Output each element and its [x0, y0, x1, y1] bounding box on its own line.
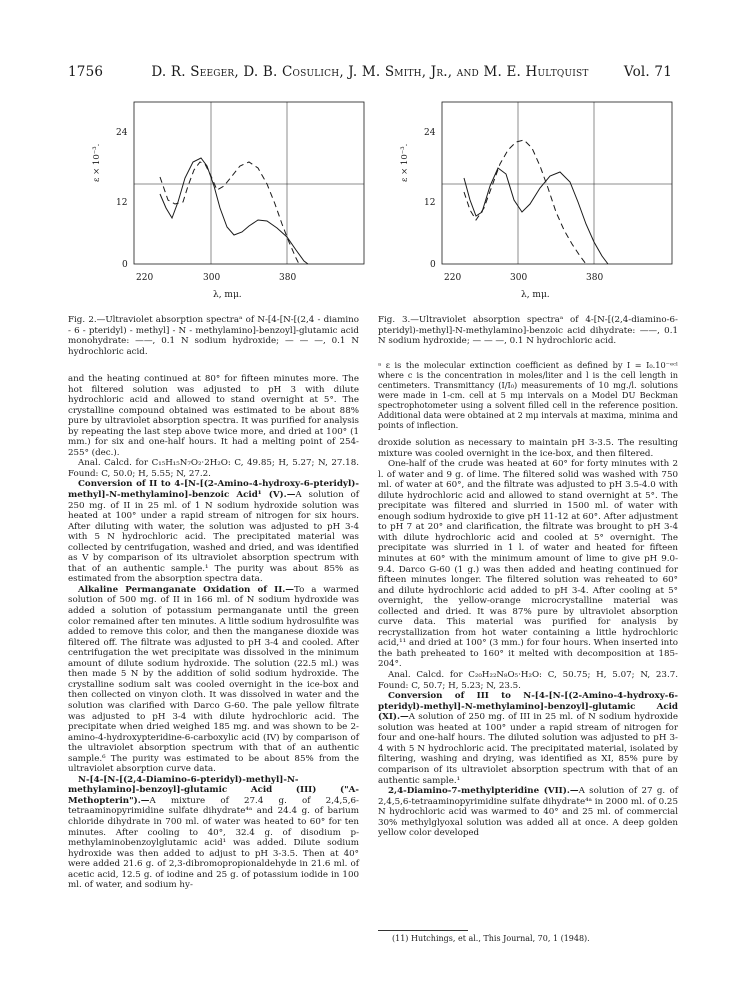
left-p4-body: To a warmed solution of 500 mg. of II in 166 ml. of N sodium hydroxide was added a solution of potassium permanganate until the green color remained after ten minutes. A little sodium hydrosulfite was added to remove this color, and then the manganese dioxide was filtered off. The filtrate was adjusted to pH 3-4 and cooled. After centrifugation the wet precipitate was dissolved in the minimum amount of dilute sodium hydroxide. The solution (22.5 ml.) was then made 5 N by the addition of solid sodium hydroxide. The crystalline sodium salt was cooled overnight in the ice-box and then collected on vinyon cloth. It was dissolved in water and the solution was clarified with Darco G-60. The pale yellow filtrate was adjusted to pH 3-4 with dilute hydrochloric acid. The precipitate when dried weighed 185 mg. and was shown to be 2-amino-4-hydroxypteridine-6-carboxylic acid (IV) by comparison of the ultraviolet absorption spectrum with that of an authentic sample.⁶ The purity was estimated to be about 85% from the ultraviolet absorption curve data. [68, 584, 360, 775]
footnote-11: (11) Hutchings, et al., This Journal, 70, 1 (1948). [392, 934, 590, 943]
fig3-plot [378, 100, 678, 315]
fig3-x-axis-label: λ, mμ. [521, 290, 550, 300]
fig2-x-tick-300: 300 [203, 273, 221, 283]
right-p5-heading: 2,4-Diamino-7-methylpteridine (VII).— [388, 786, 579, 797]
right-p2: One-half of the crude was heated at 60° for forty minutes with 2 l. of water and 9 g. of lime. The filtered solid was washed with 750 ml. of water at 60°, and the filtrate was adjusted to pH 3.5-4.0 with dilute hydrochloric acid and allowed to stand overnight at 5°. The precipitate was filtered and slurried in 1500 ml. of water with enough sodium hydroxide to give pH 11-12 at 60°. After adjustment to pH 7 at 20° and clarification, the filtrate was brought to pH 3-4 with dilute hydrochloric acid and cooled at 5° overnight. The precipitate was slurried in 1 l. of water and heated for fifteen minutes at 60° with the minimum amount of lime to give pH 9.0-9.4. Darco G-60 (1 g.) was then added and heating continued for fifteen minutes longer. The filtered solution was reheated to 60° and dilute hydrochloric acid added to pH 3-4. After cooling at 5° overnight, the yellow-orange microcrystalline material was collected and dried. It was 87% pure by ultraviolet absorption curve data. This material was purified for analysis by recrystallization from hot water containing a little hydrochloric acid,¹¹ and dried at 100° (3 mm.) for four hours. When inserted into the bath preheated to 160° it melted with decomposition at 185-204°. [378, 459, 678, 670]
left-p3 [68, 479, 359, 584]
left-p5 [68, 775, 359, 891]
fig3-x-tick-300: 300 [510, 273, 528, 283]
left-p5-body: A mixture of 27.4 g. of 2,4,5,6-tetraaminopyrimidine sulfate dihydrate⁴ᵃ and 24.4 g. of barium chloride dihydrate in 700 ml. of water was heated to 60° for ten minutes. After cooling to 40°, 32.4 g. of disodium p-methylaminobenzoylglutamic acid¹ was added. Dilute sodium hydroxide was then added to adjust to pH 3-3.5. Then at 40° were added 21.6 g. of 2,3-dibromopropionaldehyde in 21.6 ml. of acetic acid, 12.5 g. of iodine and 25 g. of potassium iodide in 100 ml. of water, and sodium hy- [68, 795, 359, 891]
right-p5 [378, 786, 678, 839]
left-p5-heading: N-[4-[N-[(2,4-Diamino-6-pteridyl)-methyl]-N-methylamino]-benzoyl]-glutamic Acid (III) ("A-Methopterin").— [68, 774, 359, 806]
right-column [378, 438, 678, 839]
fig2-y-tick-12: 12 [116, 198, 128, 208]
fig3-y-axis-label: ε × 10⁻³. [400, 143, 410, 182]
right-p4-heading: Conversion of III to N-[4-[N-[(2-Amino-4-hydroxy-6-pteridyl)-methyl]-N-methylamino]-benzoyl]-glutamic Acid (XI).— [378, 691, 678, 723]
right-p1: droxide solution as necessary to maintain pH 3-3.5. The resulting mixture was cooled overnight in the ice-box, and then filtered. [378, 438, 678, 459]
left-p1: and the heating continued at 80° for fifteen minutes more. The hot filtered solution was adjusted to pH 3 with dilute hydrochloric acid and allowed to stand overnight at 5°. The crystalline compound obtained was estimated to be about 88% pure by ultraviolet absorption spectra. It was purified for analysis by repeating the last step above twice more, and dried at 100° (1 mm.) for six and one-half hours. It had a melting point of 254-255° (dec.). [68, 374, 359, 458]
right-p4-body: A solution of 250 mg. of III in 25 ml. of N sodium hydroxide solution was heated at 100° under a rapid stream of nitrogen for four and one-half hours. The diluted solution was adjusted to pH 3-4 with 5 N hydrochloric acid. The precipitated material, isolated by filtering, washing and drying, was identified as XI, 85% pure by comparison of its ultraviolet absorption spectrum with that of an authentic sample.¹ [378, 712, 678, 786]
fig3-caption: Fig. 3.—Ultraviolet absorption spectraᵃ of 4-[N-[(2,4-diamino-6-pteridyl)-methyl]-N-methylamino]-benzoic acid dihydrate: ——, 0.1 N sodium hydroxide; — — —, 0.1 N hydrochloric acid. [378, 315, 678, 347]
volume-label: Vol. 71 [623, 64, 672, 80]
fig2-x-axis-label: λ, mμ. [213, 290, 242, 300]
fig2-y-tick-0: 0 [122, 260, 128, 270]
fig3-footnote-note: ᵃ ε is the molecular extinction coefficient as defined by I = I₀.10⁻ᵉᶜˡ where c is the concentration in moles/liter and l is the cell length in centimeters. Transmittancy (I/I₀) measurements of 10 mg./l. solutions were made in 1-cm. cell at 5 mμ intervals on a Model DU Beckman spectrophotometer using a solvent filled cell in the reference position. Additional data were obtained at 2 mμ intervals at maxima, minima and points of inflection. [378, 360, 678, 430]
left-p4-heading: Alkaline Permanganate Oxidation of II.— [78, 584, 294, 595]
left-column [68, 374, 359, 891]
right-p5-body: A solution of 27 g. of 2,4,5,6-tetraaminopyrimidine sulfate dihydrate⁴ᵃ in 2000 ml. of 0.25 N hydrochloric acid was warmed to 40° and 25 ml. of commercial 30% methylglyoxal solution was added all at once. A deep golden yellow color developed [378, 786, 678, 839]
left-p3-body: A solution of 250 mg. of II in 25 ml. of 1 N sodium hydroxide solution was heated at 100° under a rapid stream of nitrogen for six hours. After diluting with water, the solution was adjusted to pH 3-4 with 5 N hydrochloric acid. The precipitated material was collected by centrifugation, washed and dried, and was identified as V by comparison of its ultraviolet absorption spectrum with that of an authentic sample.¹ The purity was about 85% as estimated from the absorption spectra data. [68, 490, 359, 585]
right-p4 [378, 691, 678, 786]
footnote-rule [378, 930, 468, 931]
fig2-x-tick-220: 220 [136, 273, 154, 283]
author-line: D. R. Seeger, D. B. Cosulich, J. M. Smith, Jr., and M. E. Hultquist [151, 64, 589, 80]
fig3-x-tick-220: 220 [444, 273, 462, 283]
left-p3-heading: Conversion of II to 4-[N-[(2-Amino-4-hydroxy-6-pteridyl)-methyl]-N-methylamino]-benzoic Acid¹ (V).— [68, 479, 359, 501]
fig3-y-tick-24: 24 [424, 128, 436, 138]
figure-3 [378, 100, 678, 315]
page-number: 1756 [68, 64, 104, 80]
fig2-x-tick-380: 380 [279, 273, 297, 283]
fig2-caption: Fig. 2.—Ultraviolet absorption spectraᵃ of N-[4-[N-[(2,4 - diamino - 6 - pteridyl) - methyl] - N - methylamino]-benzoyl]-glutamic acid monohydrate: ——, 0.1 N sodium hydroxide; — — —, 0.1 N hydrochloric acid. [68, 315, 359, 357]
figure-2 [68, 100, 358, 315]
right-p3: Anal. Calcd. for C₂₀H₂₂N₈O₅·H₂O: C, 50.75; H, 5.07; N, 23.7. Found: C, 50.7; H, 5.23; N, 23.5. [378, 670, 678, 691]
left-p2: Anal. Calcd. for C₁₅H₁₅N₇O₂·2H₂O: C, 49.85; H, 5.27; N, 27.18. Found: C, 50.0; H, 5.55; N, 27.2. [68, 458, 359, 479]
left-p4 [68, 585, 359, 775]
fig2-y-axis-label: ε × 10⁻³. [92, 143, 102, 182]
fig3-y-tick-12: 12 [424, 198, 436, 208]
fig3-x-tick-380: 380 [586, 273, 604, 283]
fig2-y-tick-24: 24 [116, 128, 128, 138]
fig3-y-tick-0: 0 [430, 260, 436, 270]
running-header [68, 64, 672, 82]
